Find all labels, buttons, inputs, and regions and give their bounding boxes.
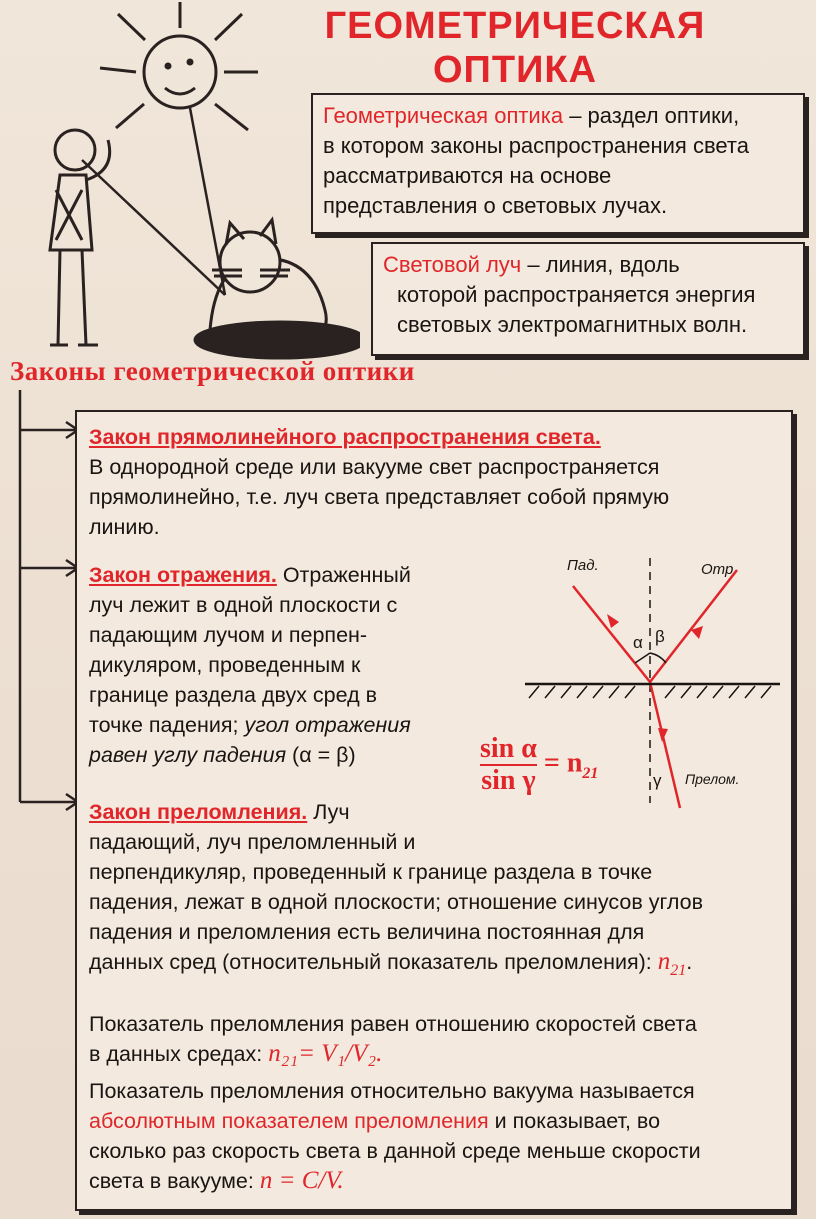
law-2-line-1: Отраженный [276,563,411,587]
label-incident: Пад. [567,557,599,574]
illustration [20,0,360,360]
law-3-line-1: Луч [307,800,350,824]
paragraph-2-formula: n = C/V. [259,1167,344,1194]
law-2-line-3: падающим лучом и перпен- [89,623,368,647]
paragraph-2-line-4: света в вакууме: [89,1169,260,1193]
paragraph-2-line-2: и показывает, во [488,1109,661,1133]
law-1-heading: Закон прямолинейного распространения света. [89,425,601,449]
law-3-line-5: падения и преломления есть величина постоянная для [89,920,645,944]
definition-geometric-optics [311,93,805,234]
alpha-arc [635,653,650,663]
law-3-line-2: падающий, луч преломленный и [89,830,416,854]
law-2-line-4: дикуляром, проведенным к [89,653,361,677]
definition-2-term: Световой луч [383,252,522,277]
section-title: Законы геометрической оптики [10,356,415,386]
reflected-ray [650,570,737,682]
law-3-end: . [686,950,693,974]
label-refracted: Прелом. [685,771,740,787]
law-2 [89,560,469,770]
law-3-n: n [657,948,671,975]
definition-1-text: – раздел оптики, [563,103,740,128]
paragraph-1 [89,1009,784,1069]
law-1 [89,422,779,542]
definition-2-line-2: которой распространяется энергия [397,282,756,307]
paragraph-1-line-1: Показатель преломления равен отношению скоростей света [89,1012,697,1036]
law-1-line-3: линию. [89,515,160,539]
incident-arrow-icon [607,614,619,628]
page-title [300,4,730,92]
law-2-line-7a: равен углу падения [89,743,287,767]
definition-1-term: Геометрическая оптика [323,103,564,128]
paragraph-2-line-1: Показатель преломления относительно вакуума называется [89,1079,695,1103]
law-2-line-5: границе раздела двух сред в [89,683,378,707]
snell-denominator: sin γ [481,765,536,796]
law-3-line-3: перпендикуляр, проведенный к границе раздела в точке [89,860,653,884]
law-3-n21 [657,948,687,979]
law-1-line-2: прямолинейно, т.е. луч света представляет собой прямую [89,485,670,509]
beta-arc [650,653,666,663]
title-line-1: ГЕОМЕТРИЧЕСКАЯ [324,5,706,47]
law-3-heading: Закон преломления. [89,800,308,824]
definition-2-line-3: световых электромагнитных волн. [397,312,748,337]
snell-formula [480,734,598,796]
law-2-line-2: луч лежит в одной плоскости с [89,593,398,617]
law-2-line-6b: угол отражения [244,713,411,737]
definition-light-ray [371,242,805,356]
alpha-label: α [633,633,643,652]
paragraph-1-formula: n₂₁= V₁/V₂. [268,1040,383,1067]
snell-fraction [480,734,537,796]
definition-2-text: – линия, вдоль [521,252,680,277]
snell-numerator: sin α [480,733,537,764]
snell-sub: 21 [582,765,599,783]
definition-1-line-2: в котором законы распространения света [323,133,749,158]
law-2-line-6a: точке падения; [89,713,245,737]
label-reflected: Отр. [701,561,738,578]
paragraph-2 [89,1076,784,1196]
cat-icon [195,220,360,358]
snell-rhs: = n [543,747,583,779]
law-3-line-4: падения, лежат в одной плоскости; отношение синусов углов [89,890,704,914]
beta-label: β [655,627,665,646]
paragraph-2-line-3: сколько раз скорость света в данной среде меньше скорости [89,1139,701,1163]
gamma-label: γ [653,771,662,790]
law-2-line-7b: (α = β) [286,743,356,767]
sun-icon [100,2,258,130]
paragraph-1-line-2: в данных средах: [89,1042,269,1066]
paragraph-2-term: абсолютным показателем преломления [89,1109,489,1133]
title-line-2: ОПТИКА [432,49,598,91]
law-3-n-sub: 21 [670,962,687,979]
person-icon [50,130,110,345]
law-2-heading: Закон отражения. [89,563,277,587]
law-3-line-6: данных сред (относительный показатель преломления): [89,950,658,974]
definition-1-line-3: рассматриваются на основе [323,163,612,188]
law-3 [89,797,784,986]
definition-1-line-4: представления о световых лучах. [323,193,668,218]
law-1-line-1: В однородной среде или вакууме свет распространяется [89,455,660,479]
